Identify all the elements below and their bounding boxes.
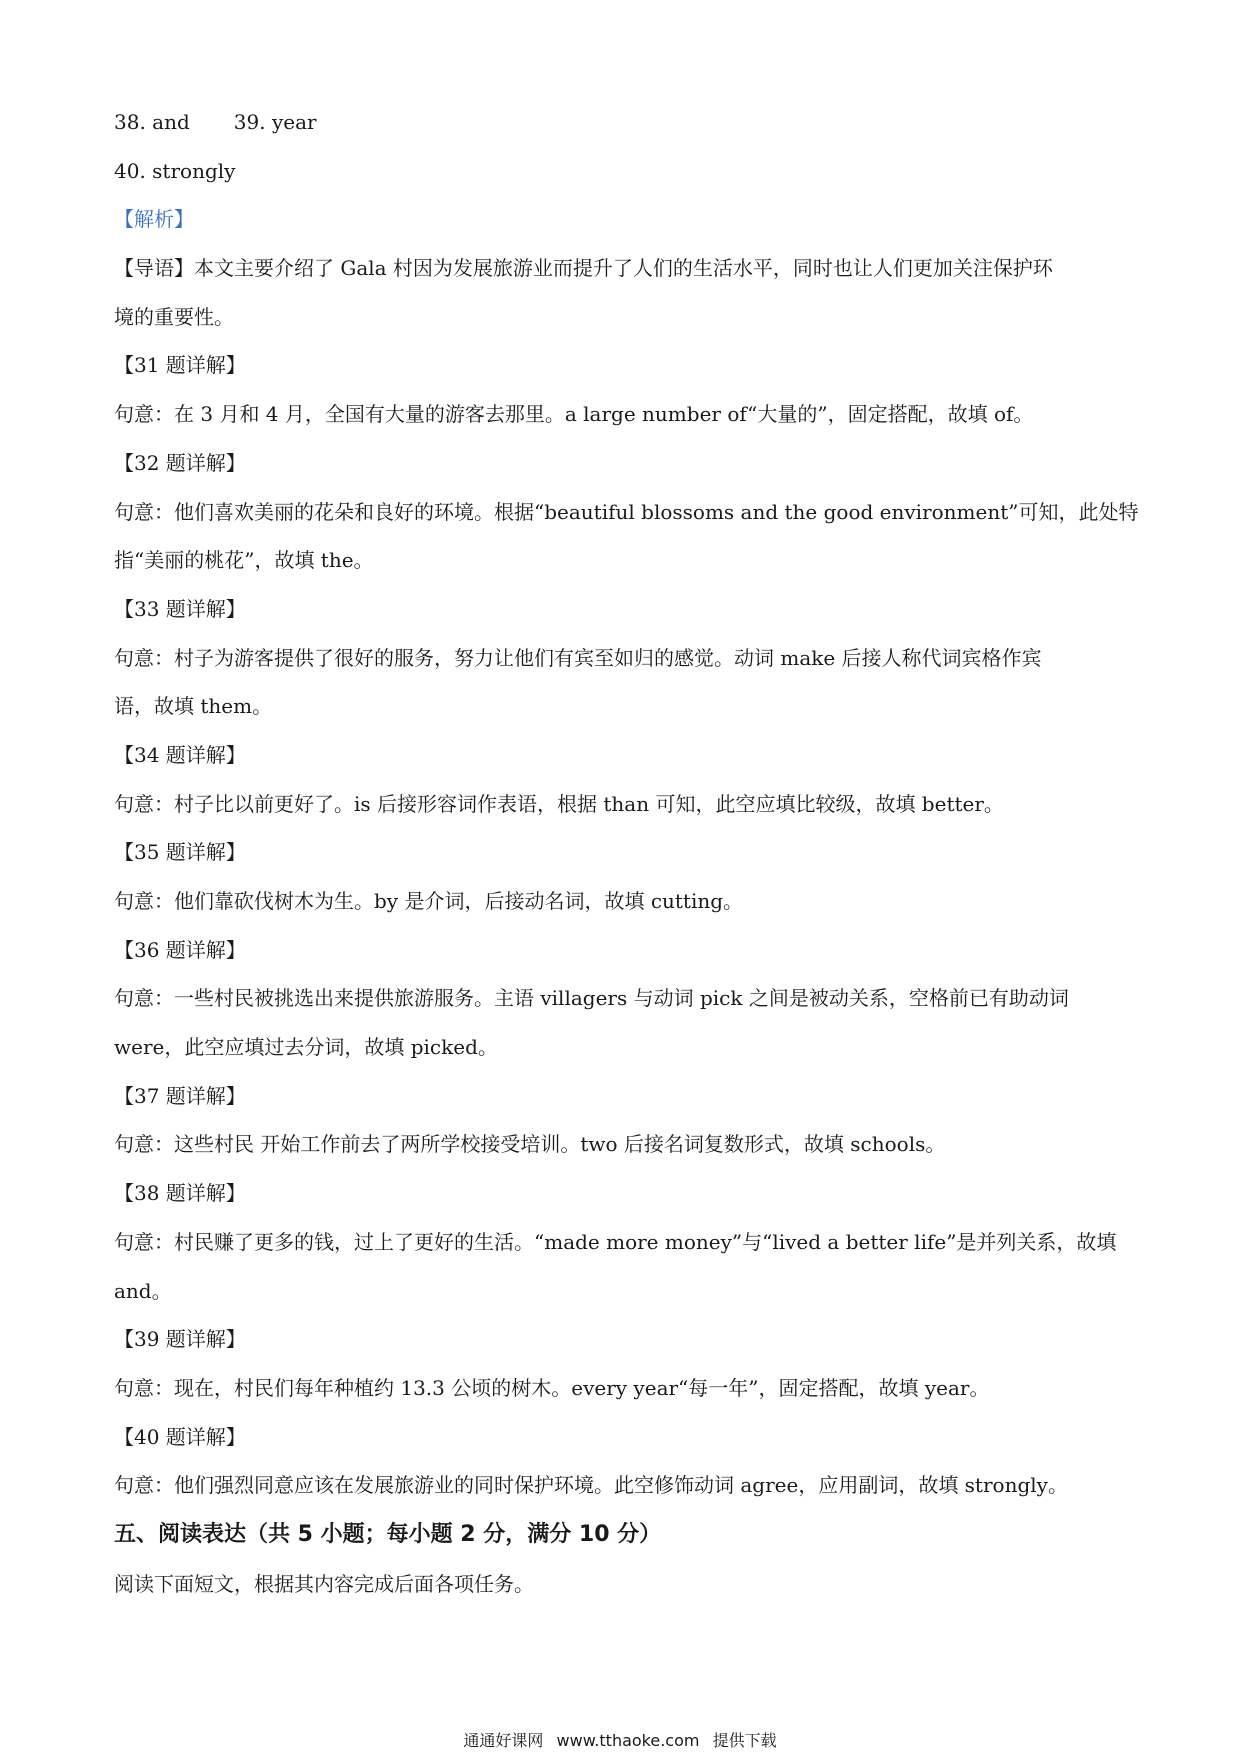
- explanation-text: and。: [114, 1278, 172, 1303]
- page-footer: [0, 1728, 1240, 1751]
- footer-suffix: 提供下载: [712, 1731, 777, 1750]
- explanation-heading: 【33 题详解】: [114, 596, 246, 621]
- explanation-heading: 【34 题详解】: [114, 742, 246, 767]
- analysis-label: 【解析】: [114, 207, 194, 232]
- answer-row: [114, 98, 1134, 147]
- explanation-text: 句意：在 3 月和 4 月，全国有大量的游客去那里。a large number of“大量的”，固定搭配，故填 of。: [114, 402, 1034, 427]
- explanation-text: 句意：他们喜欢美丽的花朵和良好的环境。根据“beautiful blossoms and the good environment”可知，此处特: [114, 499, 1139, 524]
- explanation-heading: 【40 题详解】: [114, 1424, 246, 1449]
- explanation-text: 句意：村子比以前更好了。is 后接形容词作表语，根据 than 可知，此空应填比较级，故填 better。: [114, 791, 1004, 816]
- explanation-text: 语，故填 them。: [114, 694, 273, 719]
- explanation-text: 句意：他们靠砍伐树木为生。by 是介词，后接动名词，故填 cutting。: [114, 889, 744, 913]
- section-instruction: 阅读下面短文，根据其内容完成后面各项任务。: [114, 1571, 534, 1596]
- explanation-heading: 【35 题详解】: [114, 840, 246, 865]
- explanation-text: 句意：一些村民被挑选出来提供旅游服务。主语 villagers 与动词 pick 之间是被动关系，空格前已有助动词: [114, 986, 1069, 1011]
- intro-line: 【导语】本文主要介绍了 Gala 村因为发展旅游业而提升了人们的生活水平，同时也让人们更加关注保护环: [114, 256, 1053, 281]
- answer-40: 40. strongly: [114, 158, 236, 183]
- explanation-text: were，此空应填过去分词，故填 picked。: [114, 1035, 498, 1060]
- explanation-heading: 【32 题详解】: [114, 450, 246, 475]
- answer-38: 38. and: [114, 110, 190, 134]
- section-title: 五、阅读表达（共 5 小题；每小题 2 分，满分 10 分）: [114, 1521, 662, 1547]
- explanation-text: 句意：村子为游客提供了很好的服务，努力让他们有宾至如归的感觉。动词 make 后接人称代词宾格作宾: [114, 645, 1042, 670]
- footer-url: www.tthaoke.com: [556, 1731, 700, 1750]
- explanation-text: 句意：现在，村民们每年种植约 13.3 公顷的树木。every year“每一年”，固定搭配，故填 year。: [114, 1375, 990, 1400]
- document-body: [114, 98, 1139, 1609]
- explanation-list: [114, 341, 1139, 1510]
- explanation-text: 指“美丽的桃花”，故填 the。: [114, 548, 374, 573]
- explanation-heading: 【39 题详解】: [114, 1327, 246, 1352]
- explanation-text: 句意：村民赚了更多的钱，过上了更好的生活。“made more money”与“lived a better life”是并列关系，故填: [114, 1229, 1117, 1254]
- explanation-heading: 【36 题详解】: [114, 937, 246, 962]
- explanation-heading: 【31 题详解】: [114, 353, 246, 378]
- answer-39: 39. year: [233, 110, 317, 134]
- intro-line: 境的重要性。: [114, 304, 234, 329]
- explanation-heading: 【38 题详解】: [114, 1181, 246, 1206]
- explanation-heading: 【37 题详解】: [114, 1083, 246, 1108]
- explanation-text: 句意：他们强烈同意应该在发展旅游业的同时保护环境。此空修饰动词 agree，应用副词，故填 strongly。: [114, 1473, 1068, 1498]
- footer-site-name: 通通好课网: [463, 1731, 544, 1750]
- explanation-text: 句意：这些村民 开始工作前去了两所学校接受培训。two 后接名词复数形式，故填 schools。: [114, 1132, 946, 1157]
